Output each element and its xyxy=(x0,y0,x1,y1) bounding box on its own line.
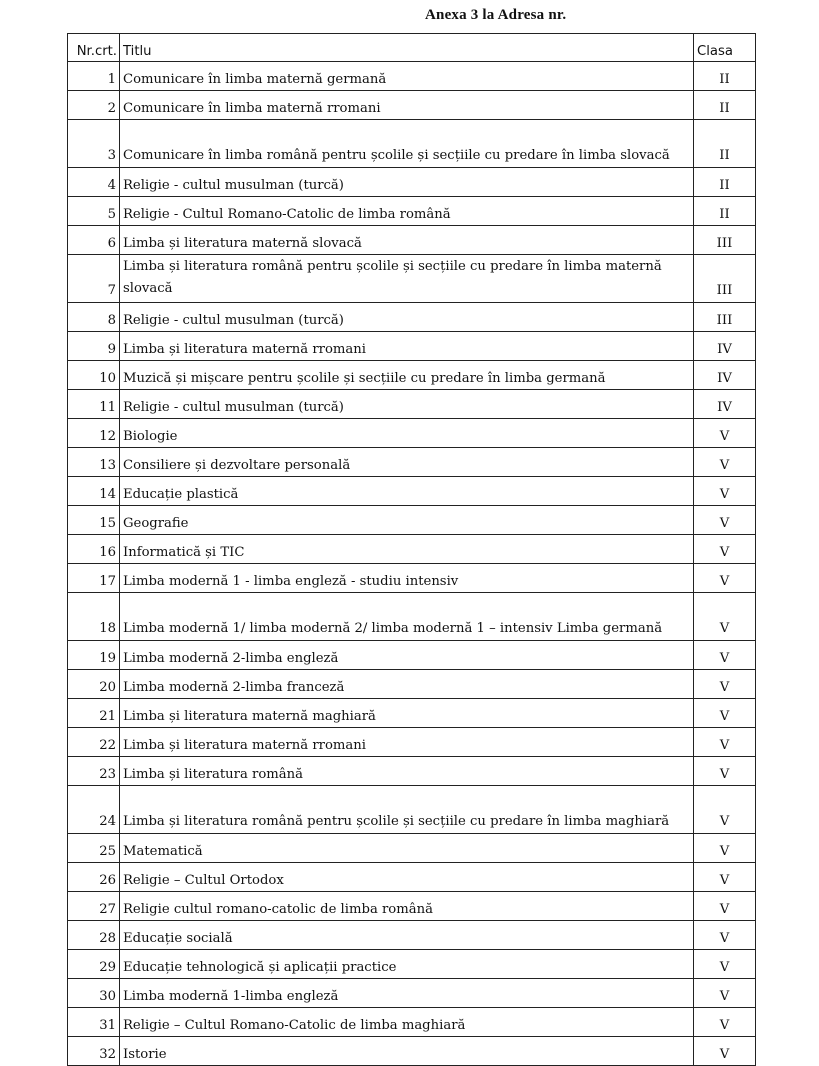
row-title: Educație tehnologică și aplicații practice xyxy=(120,950,694,979)
table-row xyxy=(68,332,756,361)
row-number: 18 xyxy=(68,593,120,641)
table-row xyxy=(68,670,756,699)
row-title: Limba și literatura română pentru școlile și secțiile cu predare în limba maternă slovacă xyxy=(120,255,694,303)
row-number: 14 xyxy=(68,477,120,506)
row-clasa: IV xyxy=(694,390,756,419)
table-row xyxy=(68,786,756,834)
row-clasa: V xyxy=(694,1037,756,1066)
table-row xyxy=(68,728,756,757)
row-title: Religie – Cultul Ortodox xyxy=(120,863,694,892)
table-row xyxy=(68,120,756,168)
row-number: 26 xyxy=(68,863,120,892)
row-clasa: V xyxy=(694,1008,756,1037)
row-title: Limba și literatura română pentru școlile și secțiile cu predare în limba maghiară xyxy=(120,786,694,834)
row-number: 25 xyxy=(68,834,120,863)
row-clasa: V xyxy=(694,535,756,564)
row-title: Limba și literatura maternă slovacă xyxy=(120,226,694,255)
row-number: 16 xyxy=(68,535,120,564)
row-title: Religie cultul romano-catolic de limba română xyxy=(120,892,694,921)
table-row xyxy=(68,91,756,120)
row-clasa: IV xyxy=(694,332,756,361)
table-row xyxy=(68,419,756,448)
table-row xyxy=(68,979,756,1008)
row-title: Limba și literatura română xyxy=(120,757,694,786)
row-title: Religie - cultul musulman (turcă) xyxy=(120,168,694,197)
row-clasa: V xyxy=(694,863,756,892)
row-number: 15 xyxy=(68,506,120,535)
row-title: Limba modernă 1/ limba modernă 2/ limba modernă 1 – intensiv Limba germană xyxy=(120,593,694,641)
table-row xyxy=(68,699,756,728)
row-title: Limba și literatura maternă rromani xyxy=(120,728,694,757)
table-header-row xyxy=(68,34,756,62)
row-title: Geografie xyxy=(120,506,694,535)
row-number: 13 xyxy=(68,448,120,477)
table-row xyxy=(68,390,756,419)
table-row xyxy=(68,506,756,535)
header-clasa: Clasa xyxy=(694,34,756,62)
row-number: 7 xyxy=(68,255,120,303)
row-clasa: V xyxy=(694,670,756,699)
row-clasa: V xyxy=(694,699,756,728)
row-number: 22 xyxy=(68,728,120,757)
row-clasa: V xyxy=(694,641,756,670)
header-title: Titlu xyxy=(120,34,694,62)
row-number: 30 xyxy=(68,979,120,1008)
row-title: Religie - cultul musulman (turcă) xyxy=(120,303,694,332)
row-number: 20 xyxy=(68,670,120,699)
row-title: Religie - cultul musulman (turcă) xyxy=(120,390,694,419)
row-title: Religie - Cultul Romano-Catolic de limba română xyxy=(120,197,694,226)
row-clasa: III xyxy=(694,255,756,303)
row-clasa: II xyxy=(694,62,756,91)
row-number: 27 xyxy=(68,892,120,921)
row-number: 17 xyxy=(68,564,120,593)
row-clasa: V xyxy=(694,477,756,506)
row-number: 5 xyxy=(68,197,120,226)
row-clasa: V xyxy=(694,979,756,1008)
table-body xyxy=(68,62,756,1066)
row-clasa: V xyxy=(694,757,756,786)
header-nr: Nr.crt. xyxy=(68,34,120,62)
table-row xyxy=(68,1008,756,1037)
table-row xyxy=(68,168,756,197)
row-title: Informatică și TIC xyxy=(120,535,694,564)
row-title: Limba și literatura maternă rromani xyxy=(120,332,694,361)
row-title: Limba modernă 2-limba franceză xyxy=(120,670,694,699)
row-title: Comunicare în limba română pentru școlile și secțiile cu predare în limba slovacă xyxy=(120,120,694,168)
subjects-table xyxy=(67,33,756,1066)
table-row xyxy=(68,641,756,670)
table-row xyxy=(68,564,756,593)
row-clasa: V xyxy=(694,892,756,921)
table-row xyxy=(68,361,756,390)
row-clasa: V xyxy=(694,950,756,979)
row-title: Comunicare în limba maternă rromani xyxy=(120,91,694,120)
row-number: 24 xyxy=(68,786,120,834)
row-clasa: V xyxy=(694,593,756,641)
row-clasa: II xyxy=(694,91,756,120)
row-number: 4 xyxy=(68,168,120,197)
table-row xyxy=(68,950,756,979)
document-heading: Anexa 3 la Adresa nr. xyxy=(425,7,567,23)
table-row xyxy=(68,921,756,950)
table-row xyxy=(68,834,756,863)
table-row xyxy=(68,303,756,332)
row-clasa: V xyxy=(694,448,756,477)
table-row xyxy=(68,593,756,641)
row-number: 12 xyxy=(68,419,120,448)
table-row xyxy=(68,255,756,303)
row-clasa: V xyxy=(694,786,756,834)
row-title: Limba modernă 2-limba engleză xyxy=(120,641,694,670)
row-title: Consiliere și dezvoltare personală xyxy=(120,448,694,477)
table-row xyxy=(68,62,756,91)
table-row xyxy=(68,892,756,921)
row-title: Limba modernă 1 - limba engleză - studiu intensiv xyxy=(120,564,694,593)
row-title: Limba modernă 1-limba engleză xyxy=(120,979,694,1008)
row-title: Matematică xyxy=(120,834,694,863)
row-title: Limba și literatura maternă maghiară xyxy=(120,699,694,728)
row-number: 19 xyxy=(68,641,120,670)
row-clasa: IV xyxy=(694,361,756,390)
table-row xyxy=(68,197,756,226)
table-row xyxy=(68,535,756,564)
row-number: 23 xyxy=(68,757,120,786)
row-number: 28 xyxy=(68,921,120,950)
row-title: Comunicare în limba maternă germană xyxy=(120,62,694,91)
row-number: 2 xyxy=(68,91,120,120)
row-title: Muzică și mișcare pentru școlile și secțiile cu predare în limba germană xyxy=(120,361,694,390)
table-row xyxy=(68,1037,756,1066)
row-clasa: V xyxy=(694,728,756,757)
table-row xyxy=(68,226,756,255)
row-number: 29 xyxy=(68,950,120,979)
row-clasa: II xyxy=(694,197,756,226)
row-title: Educație socială xyxy=(120,921,694,950)
row-clasa: III xyxy=(694,226,756,255)
row-clasa: V xyxy=(694,564,756,593)
table-row xyxy=(68,477,756,506)
table-row xyxy=(68,863,756,892)
row-title: Educație plastică xyxy=(120,477,694,506)
row-number: 21 xyxy=(68,699,120,728)
table-row xyxy=(68,448,756,477)
row-clasa: V xyxy=(694,506,756,535)
row-clasa: II xyxy=(694,120,756,168)
row-clasa: V xyxy=(694,921,756,950)
row-title: Religie – Cultul Romano-Catolic de limba maghiară xyxy=(120,1008,694,1037)
row-number: 32 xyxy=(68,1037,120,1066)
row-number: 3 xyxy=(68,120,120,168)
row-number: 11 xyxy=(68,390,120,419)
row-clasa: II xyxy=(694,168,756,197)
row-clasa: V xyxy=(694,419,756,448)
row-number: 1 xyxy=(68,62,120,91)
row-clasa: V xyxy=(694,834,756,863)
table-row xyxy=(68,757,756,786)
row-clasa: III xyxy=(694,303,756,332)
row-number: 10 xyxy=(68,361,120,390)
row-title: Biologie xyxy=(120,419,694,448)
row-title: Istorie xyxy=(120,1037,694,1066)
row-number: 31 xyxy=(68,1008,120,1037)
row-number: 8 xyxy=(68,303,120,332)
row-number: 6 xyxy=(68,226,120,255)
row-number: 9 xyxy=(68,332,120,361)
